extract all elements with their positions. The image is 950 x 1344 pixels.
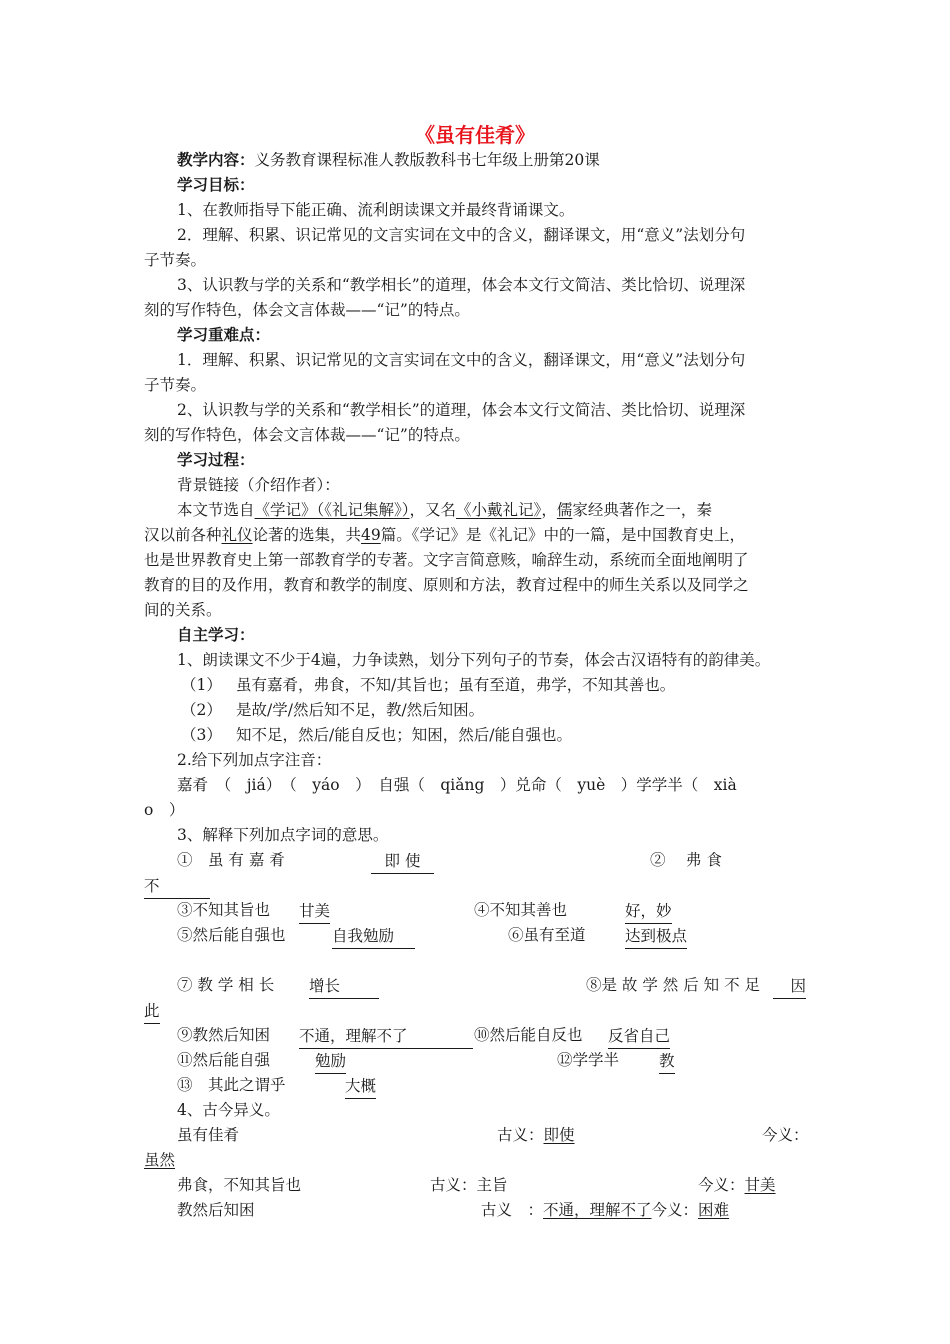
background-line-5: 间的关系。 <box>144 601 222 619</box>
goal-2-line-a: 2．理解、积累、识记常见的文言实词在文中的含义，翻译课文，用“意义”法划分句 <box>177 226 746 244</box>
old-meaning-value: 不通，理解不了 <box>543 1201 652 1219</box>
goal-2-line-b: 子节奏。 <box>144 251 207 269</box>
word-12: ⑫学学半 <box>557 1051 620 1069</box>
key-point-1-line-a: 1．理解、积累、识记常见的文言实词在文中的含义，翻译课文，用“意义”法划分句 <box>177 351 746 369</box>
question-4: 4、古今异义。 <box>177 1101 280 1119</box>
background-line-3: 也是世界教育史上第一部教育学的专著。文字言简意赅，喻辞生动，系统而全面地阐明了 <box>144 551 749 569</box>
key-point-1-line-b: 子节奏。 <box>144 376 207 394</box>
link-49[interactable]: 49 <box>361 526 381 544</box>
background-line-2 <box>144 523 745 547</box>
sentence-3: 知不足，然后/能自反也；知困，然后/能自强也。 <box>236 726 572 744</box>
word-1: ① 虽 有 嘉 肴 <box>177 851 285 869</box>
new-meaning-label: 今义： <box>651 1201 699 1219</box>
goal-1: 1、在教师指导下能正确、流利朗读课文并最终背诵课文。 <box>177 201 575 219</box>
sentence-1: 虽有嘉肴，弗食，不知/其旨也；虽有至道，弗学，不知其善也。 <box>236 676 676 694</box>
gujin-2-word: 弗食，不知其旨也 <box>177 1176 302 1194</box>
sentence-2: 是故/学/然后知不足，教/然后知困。 <box>236 701 485 719</box>
page-title: 《虽有佳肴》 <box>415 123 535 147</box>
gujin-1-new <box>144 1148 175 1172</box>
old-meaning-value: 主旨 <box>476 1176 508 1194</box>
background-line-4: 教育的目的及作用，教育和教学的制度、原则和方法，教育过程中的师生关系以及同学之 <box>144 576 749 594</box>
word-8-answer-b: 此 <box>144 999 160 1024</box>
word-4-answer: 好，妙 <box>625 899 672 924</box>
word-13: ⑬ 其此之谓乎 <box>177 1076 286 1094</box>
old-meaning-label: 古义 ： <box>481 1201 544 1219</box>
word-1-answer: 即 使 <box>371 849 434 874</box>
question-3: 3、解释下列加点字词的意思。 <box>177 826 389 844</box>
goal-3-line-b: 刻的写作特色，体会文言体裁——“记”的特点。 <box>144 301 470 319</box>
word-5-answer: 自我勉励 <box>332 924 415 949</box>
background-line-1 <box>177 498 712 522</box>
link-liyi[interactable]: 礼仪 <box>221 526 253 544</box>
gujin-2-new <box>698 1173 776 1197</box>
sentence-1-number: （1） <box>181 676 222 694</box>
word-10: ⑩然后能自反也 <box>474 1026 583 1044</box>
gujin-1-new-label: 今义： <box>762 1126 809 1144</box>
link-xiaodai-liji[interactable]: 《小戴礼记》 <box>456 501 542 519</box>
new-meaning-value: 困难 <box>698 1201 730 1219</box>
key-point-2-line-a: 2、认识教与学的关系和“教学相长”的道理，体会本文行文简洁、类比恰切、说理深 <box>177 401 746 419</box>
word-4: ④不知其善也 <box>474 901 568 919</box>
word-11-answer: 勉励 <box>315 1049 346 1074</box>
gujin-3-old <box>481 1198 729 1222</box>
word-10-answer: 反省自己 <box>608 1024 670 1049</box>
key-points-heading: 学习重难点： <box>177 326 271 344</box>
bg-text: 本文节选自 <box>177 501 255 519</box>
goal-3-line-a: 3、认识教与学的关系和“教学相长”的道理，体会本文行文简洁、类比恰切、说理深 <box>177 276 746 294</box>
gujin-1-old <box>497 1123 575 1147</box>
teaching-content-line <box>177 148 600 172</box>
word-2: ② 弗 食 <box>650 851 722 869</box>
bg-text: ， <box>541 501 557 519</box>
bg-text: 汉以前各种 <box>144 526 222 544</box>
old-meaning-value: 即使 <box>543 1126 575 1144</box>
pinyin-line-2: o ） <box>144 801 185 819</box>
word-9-answer: 不通，理解不了 <box>299 1024 473 1049</box>
word-7-answer: 增长 <box>309 974 379 999</box>
word-3: ③不知其旨也 <box>177 901 271 919</box>
bg-text: 家经典著作之一，秦 <box>572 501 712 519</box>
word-9: ⑨教然后知困 <box>177 1026 271 1044</box>
gujin-2-old <box>430 1173 508 1197</box>
question-2: 2.给下列加点字注音： <box>177 751 332 769</box>
new-meaning-value: 虽然 <box>144 1151 176 1169</box>
word-12-answer: 教 <box>659 1049 675 1074</box>
sentence-2-number: （2） <box>181 701 222 719</box>
word-13-answer: 大概 <box>345 1074 376 1099</box>
new-meaning-value: 甘美 <box>744 1176 776 1194</box>
word-8: ⑧是 故 学 然 后 知 不 足 <box>586 976 760 994</box>
word-11: ⑪然后能自强 <box>177 1051 271 1069</box>
sentence-3-number: （3） <box>181 726 222 744</box>
word-5: ⑤然后能自强也 <box>177 926 286 944</box>
pinyin-line-1: 嘉肴 （ jiá） （ yáo ） 自强（ qiǎng ）兑命（ yuè ）学学半（ xià <box>177 776 737 794</box>
word-3-answer: 甘美 <box>299 899 330 924</box>
gujin-3-word: 教然后知困 <box>177 1201 255 1219</box>
bg-text: 论著的选集，共 <box>252 526 362 544</box>
self-study-heading: 自主学习： <box>177 626 255 644</box>
word-8-answer-a: 因 <box>773 974 806 999</box>
old-meaning-label: 古义： <box>497 1126 544 1144</box>
gujin-1-word: 虽有佳肴 <box>177 1126 240 1144</box>
bg-text: 篇。《学记》是《礼记》中的一篇，是中国教育史上， <box>380 526 746 544</box>
teaching-content-text: 义务教育课程标准人教版教科书七年级上册第20课 <box>254 151 600 169</box>
word-7: ⑦ 教 学 相 长 <box>177 976 275 994</box>
bg-text: ，又名 <box>409 501 457 519</box>
link-xueji[interactable]: 《学记》（《礼记集解》） <box>254 501 410 519</box>
word-6-answer: 达到极点 <box>625 924 687 949</box>
question-1: 1、朗读课文不少于4遍，力争读熟，划分下列句子的节奏，体会古汉语特有的韵律美。 <box>177 651 771 669</box>
teaching-content-label: 教学内容： <box>177 151 255 169</box>
old-meaning-label: 古义： <box>430 1176 477 1194</box>
word-2-answer: 不 <box>144 874 210 899</box>
background-label: 背景链接（介绍作者）： <box>177 476 340 494</box>
key-point-2-line-b: 刻的写作特色，体会文言体裁——“记”的特点。 <box>144 426 470 444</box>
word-6: ⑥虽有至道 <box>508 926 586 944</box>
new-meaning-label: 今义： <box>698 1176 745 1194</box>
process-heading: 学习过程： <box>177 451 255 469</box>
link-ru[interactable]: 儒 <box>556 501 573 519</box>
learning-goals-heading: 学习目标： <box>177 176 255 194</box>
